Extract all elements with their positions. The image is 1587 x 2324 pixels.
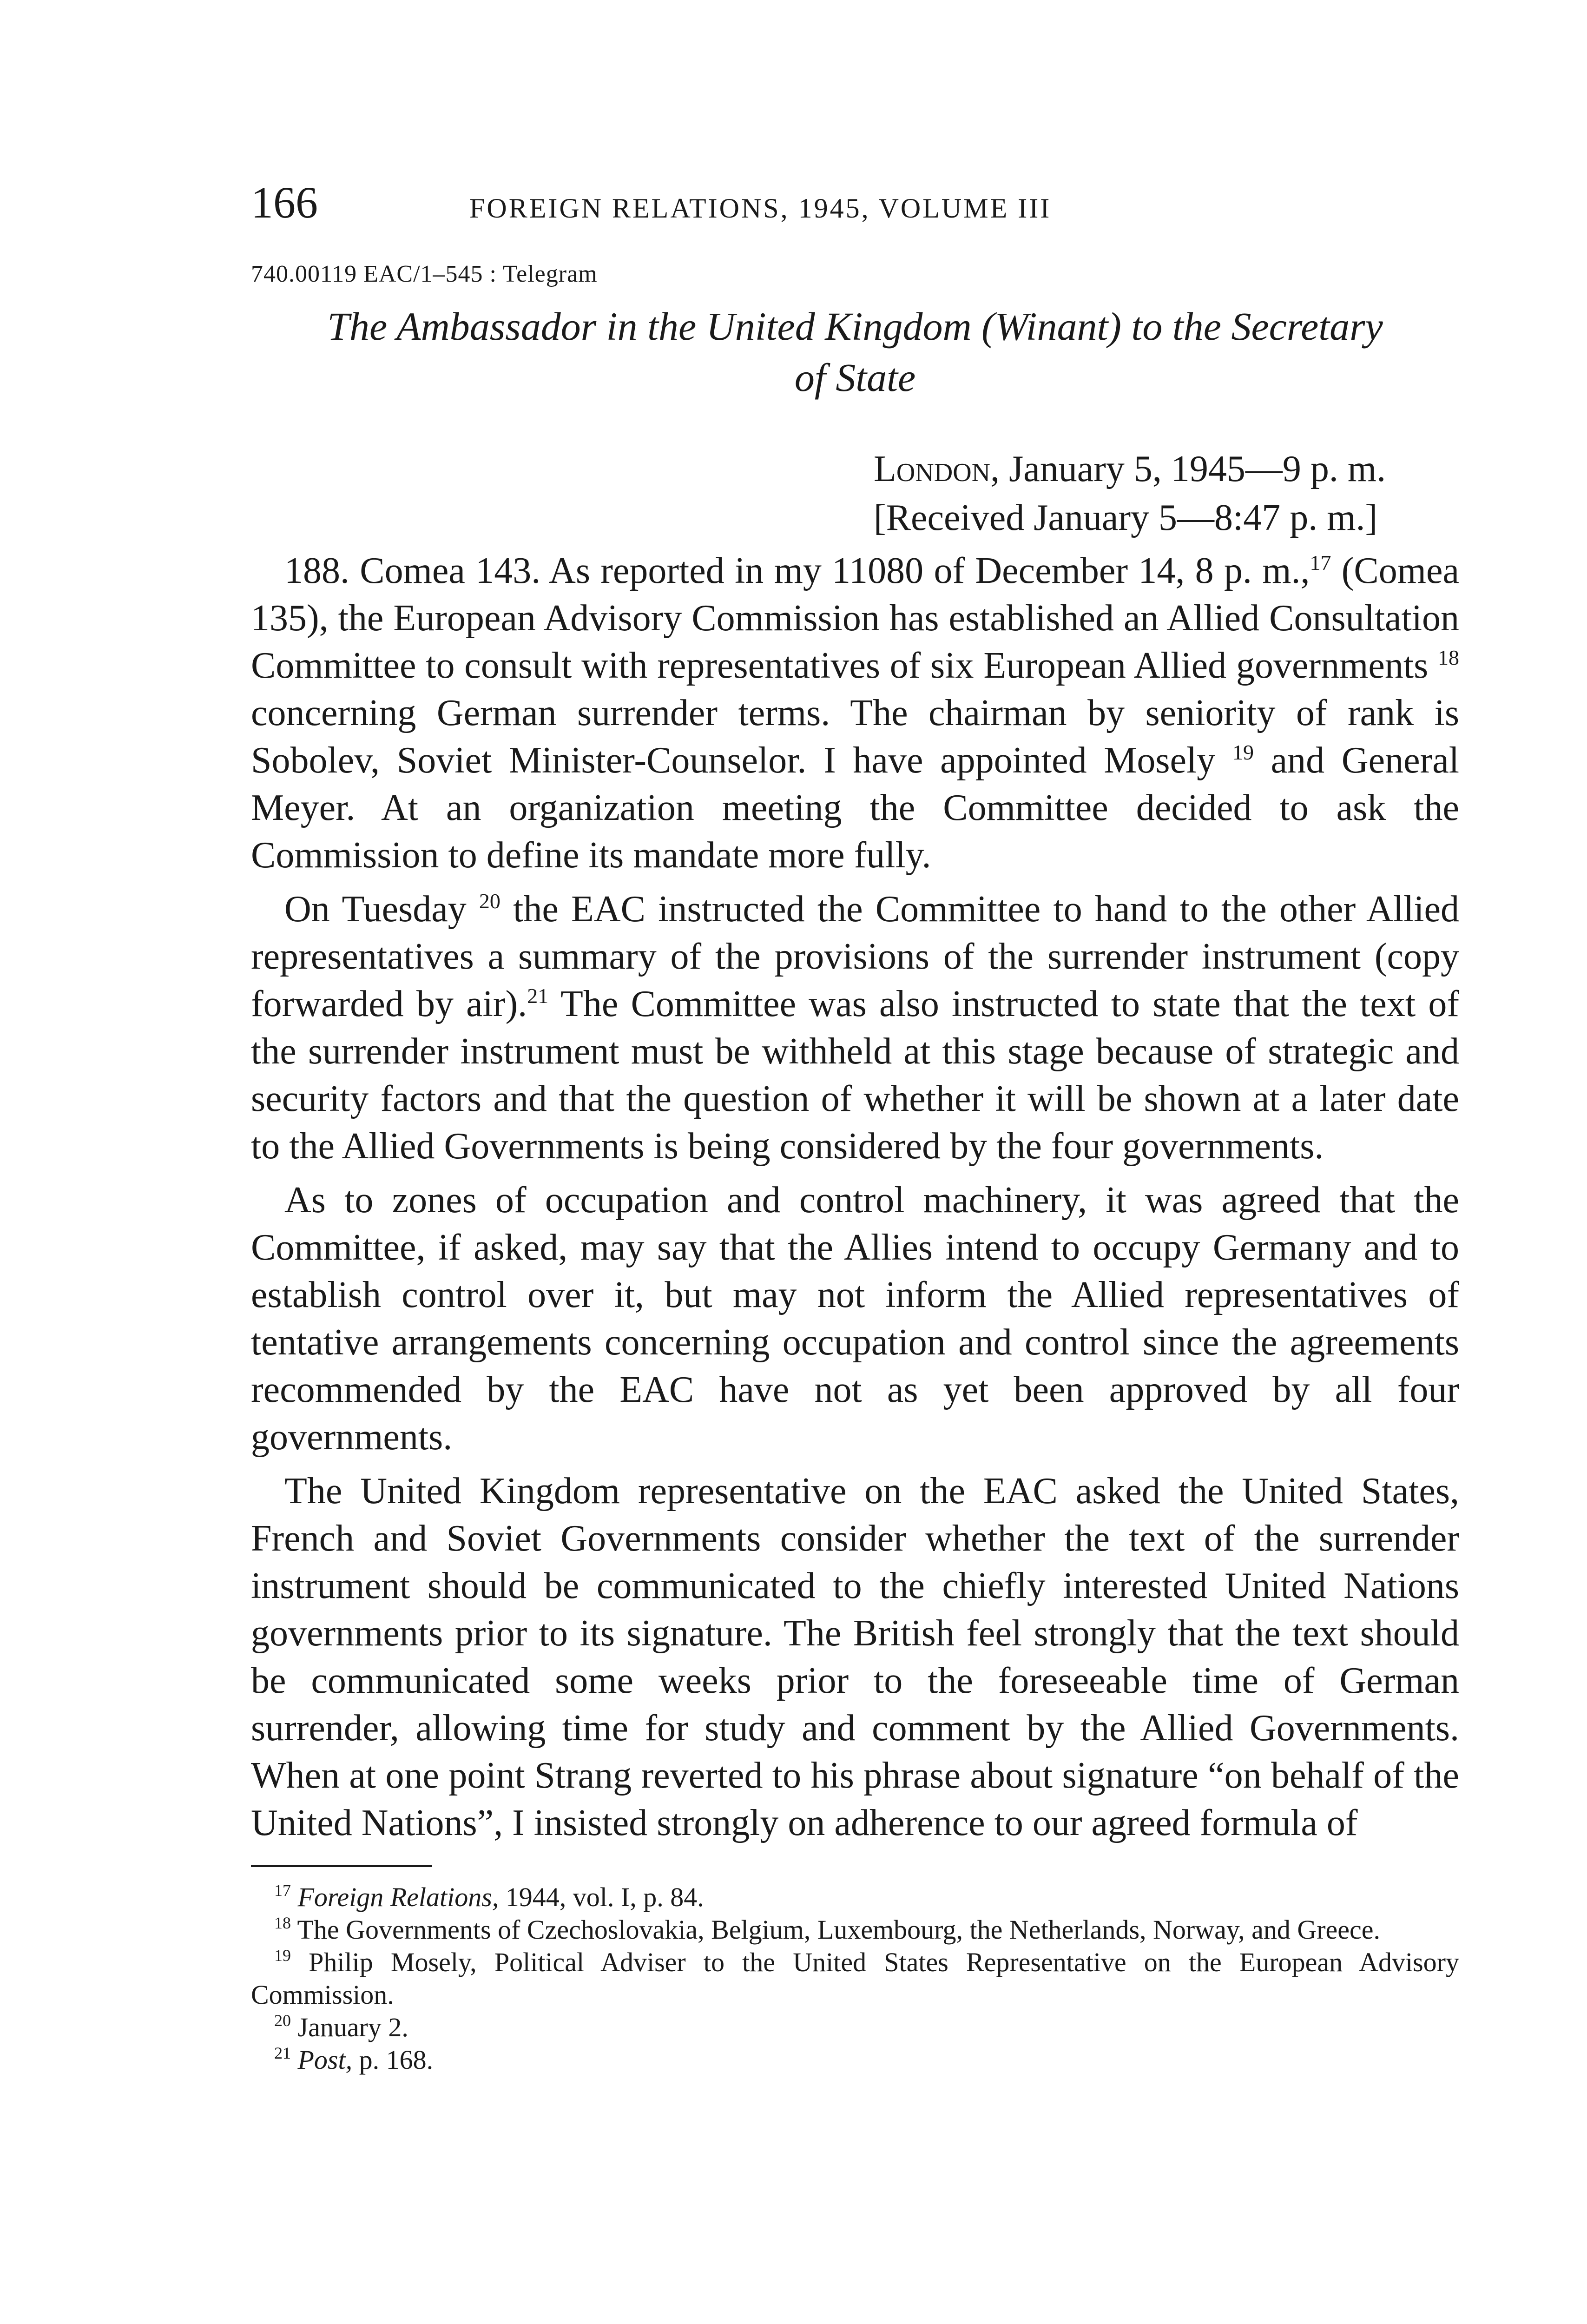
- footnote-ref-19: 19: [1232, 740, 1254, 764]
- footnote-19-mark: 19: [274, 1946, 291, 1965]
- dateline-place: London: [874, 449, 991, 489]
- paragraph-1-text-d: and General Meyer. At an organization meeting the Committee decided to ask the Commission to define its mandate more fully.: [251, 740, 1460, 876]
- paragraph-2: [251, 885, 1459, 1170]
- footnote-20: [251, 2011, 1459, 2044]
- paragraph-1-text-b: (Comea 135), the European Advisory Commission has established an Allied Consultation Committee to consult with representatives of six European Allied governments: [251, 550, 1460, 686]
- dateline-received: [Received January 5—8:47 p. m.]: [874, 497, 1378, 538]
- footnote-21-mark: 21: [274, 2044, 291, 2062]
- footnote-17: [251, 1881, 1459, 1914]
- footnote-ref-20: 20: [479, 889, 500, 913]
- document-title: [251, 301, 1459, 403]
- paragraph-2-text-a: On Tuesday: [284, 889, 479, 930]
- footnote-17-mark: 17: [274, 1881, 291, 1900]
- footnote-divider: [251, 1865, 432, 1867]
- footnote-21-text: p. 168.: [352, 2045, 434, 2075]
- footnote-20-text: January 2.: [297, 2012, 408, 2042]
- footnotes: [251, 1881, 1459, 2076]
- footnote-17-italic: Foreign Relations,: [297, 1882, 499, 1912]
- paragraph-4: The United Kingdom representative on the EAC asked the United States, French and Soviet Governments consider whether the text of the surrender instrument should be communicated to the chiefly interested United Nations governments prior to its signature. The British feel strongly that the text should be communicated some weeks prior to the foreseeable time of German surrender, allowing time for study and comment by the Allied Governments. When at one point Strang reverted to his phrase about signature “on behalf of the United Nations”, I insisted strongly on adherence to our agreed formula of: [251, 1471, 1459, 1843]
- footnote-ref-18: 18: [1438, 646, 1459, 669]
- footnote-18-text: The Governments of Czechoslovakia, Belgium, Luxembourg, the Netherlands, Norway, and Greece.: [297, 1915, 1381, 1945]
- paragraph-1-text-c: concerning German surrender terms. The chairman by seniority of rank is Sobolev, Soviet Minister-Counselor. I have appointed Mosely: [251, 693, 1459, 781]
- footnote-21: [251, 2044, 1459, 2076]
- running-title: FOREIGN RELATIONS, 1945, VOLUME III: [469, 193, 1052, 224]
- paragraph-1: [251, 547, 1459, 879]
- document-page: [251, 177, 1459, 2076]
- footnote-19: [251, 1946, 1459, 2011]
- footnote-18-mark: 18: [274, 1914, 291, 1932]
- footnote-ref-17: 17: [1310, 551, 1331, 574]
- telegram-body: [251, 547, 1459, 1847]
- paragraph-1-text-a: 188. Comea 143. As reported in my 11080 of December 14, 8 p. m.,: [284, 550, 1310, 591]
- footnote-21-italic: Post,: [297, 2045, 353, 2075]
- footnote-19-text: Philip Mosely, Political Adviser to the United States Representative on the European Advisory Commission.: [251, 1947, 1459, 2010]
- footnote-17-text: 1944, vol. I, p. 84.: [499, 1882, 704, 1912]
- document-title-line-1: The Ambassador in the United Kingdom (Winant) to the Secretary: [327, 304, 1383, 349]
- paragraph-2-text-c: The Committee was also instructed to state that the text of the surrender instrument must be withheld at this stage because of strategic and security factors and that the question of whether it will be shown at a later date to the Allied Governments is being considered by the four governments.: [251, 984, 1459, 1167]
- dateline: [874, 445, 1459, 542]
- dateline-sent: [874, 445, 1459, 494]
- document-title-line-2: of State: [794, 355, 916, 400]
- paragraph-3: As to zones of occupation and control machinery, it was agreed that the Committee, if asked, may say that the Allies intend to occupy Germany and to establish control over it, but may not inform the Allied representatives of tentative arrangements concerning occupation and control since the agreements recommended by the EAC have not as yet been approved by all four governments.: [251, 1180, 1459, 1458]
- footnote-ref-21: 21: [527, 984, 549, 1008]
- paragraph-2-text-b: the EAC instructed the Committee to hand to the other Allied representatives a summary of the provisions of the surrender instrument (copy forwarded by air).: [251, 889, 1460, 1024]
- running-head: [251, 177, 1459, 251]
- dateline-date: , January 5, 1945—9 p. m.: [990, 449, 1386, 489]
- footnote-20-mark: 20: [274, 2011, 291, 2030]
- page-number: 166: [251, 178, 318, 227]
- footnote-18: [251, 1914, 1459, 1946]
- file-id: 740.00119 EAC/1–545 : Telegram: [251, 261, 598, 287]
